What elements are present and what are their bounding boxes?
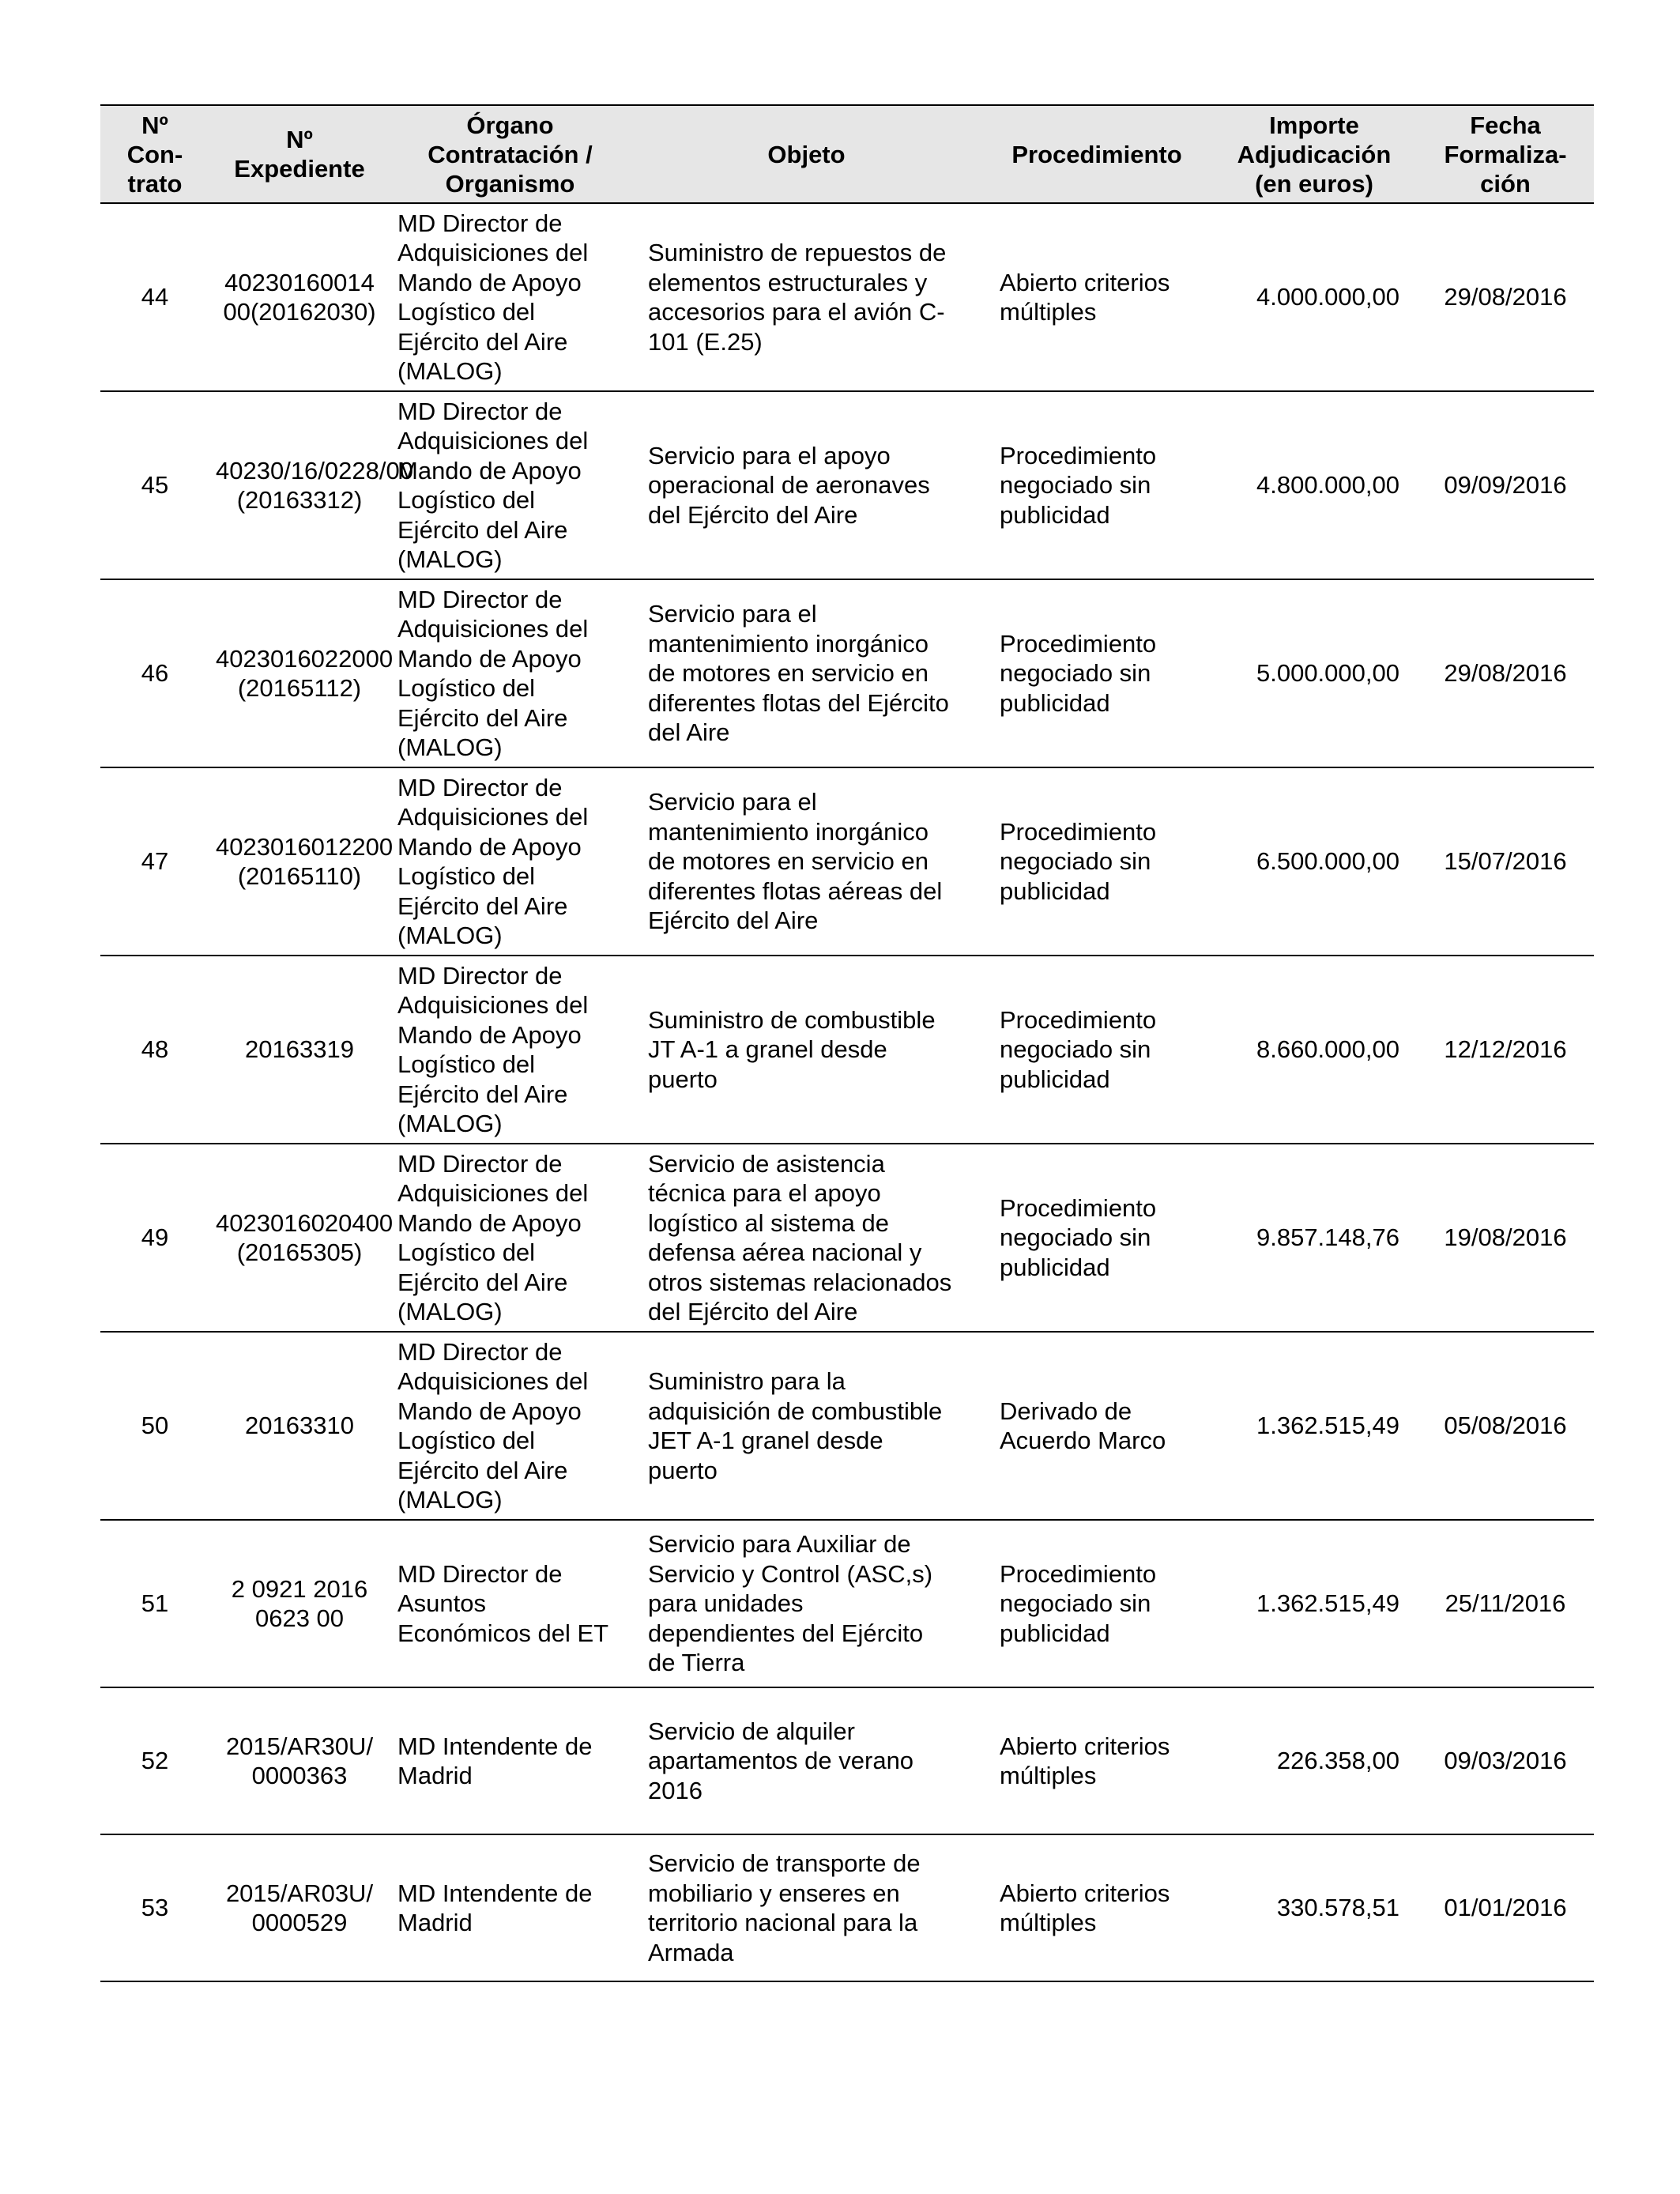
table-row [100,1332,1594,1520]
cell-contract-number: 45 [141,471,169,499]
cell-importe: 4.800.000,00 [1256,471,1399,499]
header-row [100,105,1594,203]
cell-importe: 5.000.000,00 [1256,659,1399,688]
cell-expediente: 2 0921 2016 0623 00 [231,1574,368,1632]
cell-importe: 9.857.148,76 [1256,1223,1399,1252]
table-row [100,1144,1594,1332]
cell-contract-number: 51 [141,1589,169,1618]
table-row [100,391,1594,579]
cell-organo: MD Director de Adquisiciones del Mando de Apoyo Logístico del Ejército del Aire (MALOG) [397,773,589,949]
cell-procedimiento: Procedimiento negociado sin publicidad [1000,441,1157,529]
cell-organo: MD Director de Adquisiciones del Mando de Apoyo Logístico del Ejército del Aire (MALOG) [397,1149,589,1325]
cell-importe: 1.362.515,49 [1256,1589,1399,1618]
cell-objeto: Suministro de repuestos de elementos estructurales y accesorios para el avión C- 101 (E.25) [648,239,947,356]
cell-procedimiento: Abierto criterios múltiples [1000,1879,1170,1936]
cell-objeto: Servicio de asistencia técnica para el apoyo logístico al sistema de defensa aérea nacional y otros sistemas relacionados del Ejército del Aire [648,1149,952,1325]
table-body [100,203,1594,1981]
cell-expediente: 2015/AR03U/ 0000529 [225,1879,374,1936]
cell-objeto: Suministro para la adquisición de combustible JET A-1 granel desde puerto [648,1367,943,1484]
cell-organo: MD Director de Adquisiciones del Mando de Apoyo Logístico del Ejército del Aire (MALOG) [397,209,589,385]
cell-importe: 8.660.000,00 [1256,1035,1399,1064]
table-row [100,767,1594,956]
header-importe: Importe Adjudicación (en euros) [1211,105,1417,203]
cell-contract-number: 49 [141,1223,169,1252]
cell-objeto: Suministro de combustible JT A-1 a granel desde puerto [648,1005,936,1093]
cell-importe: 1.362.515,49 [1256,1412,1399,1440]
cell-expediente: 4023016020400 (20165305) [216,1208,394,1266]
cell-fecha: 09/09/2016 [1444,471,1567,499]
cell-objeto: Servicio para el mantenimiento inorgánico de motores en servicio en diferentes flotas aéreas del Ejército del Aire [648,788,943,935]
cell-contract-number: 48 [141,1035,169,1064]
cell-expediente: 4023016022000 (20165112) [216,644,394,702]
cell-procedimiento: Abierto criterios múltiples [1000,1732,1170,1789]
cell-organo: MD Intendente de Madrid [397,1879,593,1936]
cell-expediente: 40230160014 00(20162030) [223,268,376,326]
table-row [100,1834,1594,1981]
cell-procedimiento: Procedimiento negociado sin publicidad [1000,1005,1157,1093]
cell-expediente: 20163310 [245,1412,354,1440]
cell-expediente: 20163319 [245,1035,354,1064]
cell-fecha: 05/08/2016 [1444,1412,1567,1440]
header-fecha: Fecha Formaliza- ción [1417,105,1594,203]
cell-fecha: 15/07/2016 [1444,847,1567,876]
table-header [100,105,1594,203]
cell-objeto: Servicio de transporte de mobiliario y enseres en territorio nacional para la Armada [648,1849,921,1966]
cell-organo: MD Director de Adquisiciones del Mando de Apoyo Logístico del Ejército del Aire (MALOG) [397,1337,589,1514]
cell-fecha: 01/01/2016 [1444,1894,1567,1922]
contracts-table [100,104,1594,1982]
cell-expediente: 40230/16/0228/00 (20163312) [216,456,413,514]
cell-importe: 226.358,00 [1276,1747,1399,1775]
cell-procedimiento: Derivado de Acuerdo Marco [1000,1397,1166,1454]
cell-contract-number: 46 [141,659,169,688]
cell-importe: 6.500.000,00 [1256,847,1399,876]
cell-fecha: 25/11/2016 [1445,1589,1566,1618]
cell-organo: MD Intendente de Madrid [397,1732,593,1789]
table-row [100,1687,1594,1834]
contracts-table-container [100,104,1594,1982]
cell-procedimiento: Procedimiento negociado sin publicidad [1000,1559,1157,1647]
cell-procedimiento: Procedimiento negociado sin publicidad [1000,1193,1157,1281]
cell-contract-number: 52 [141,1747,169,1775]
header-procedimiento: Procedimiento [982,105,1211,203]
cell-organo: MD Director de Asuntos Económicos del ET [397,1559,609,1647]
cell-contract-number: 47 [141,847,169,876]
cell-fecha: 12/12/2016 [1444,1035,1567,1064]
table-row [100,956,1594,1144]
cell-objeto: Servicio de alquiler apartamentos de verano 2016 [648,1717,914,1804]
cell-expediente: 2015/AR30U/ 0000363 [225,1732,374,1789]
cell-fecha: 09/03/2016 [1444,1747,1567,1775]
header-organo: Órgano Contratación / Organismo [390,105,631,203]
cell-objeto: Servicio para el apoyo operacional de aeronaves del Ejército del Aire [648,441,930,529]
cell-contract-number: 53 [141,1894,169,1922]
cell-importe: 330.578,51 [1276,1894,1399,1922]
table-row [100,203,1594,391]
cell-organo: MD Director de Adquisiciones del Mando de Apoyo Logístico del Ejército del Aire (MALOG) [397,585,589,761]
cell-procedimiento: Abierto criterios múltiples [1000,268,1170,326]
cell-expediente: 4023016012200 (20165110) [216,832,394,890]
cell-fecha: 29/08/2016 [1444,283,1567,311]
cell-organo: MD Director de Adquisiciones del Mando de Apoyo Logístico del Ejército del Aire (MALOG) [397,961,589,1137]
header-expediente: Nº Expediente [209,105,390,203]
header-objeto: Objeto [631,105,982,203]
table-row [100,1520,1594,1687]
cell-importe: 4.000.000,00 [1256,283,1399,311]
table-row [100,579,1594,767]
cell-contract-number: 50 [141,1412,169,1440]
header-contract-number: Nº Con- trato [100,105,209,203]
cell-procedimiento: Procedimiento negociado sin publicidad [1000,629,1157,717]
cell-objeto: Servicio para Auxiliar de Servicio y Control (ASC,s) para unidades dependientes del Ejército de Tierra [648,1530,933,1677]
cell-fecha: 29/08/2016 [1444,659,1567,688]
cell-fecha: 19/08/2016 [1444,1223,1567,1252]
cell-contract-number: 44 [141,283,169,311]
cell-organo: MD Director de Adquisiciones del Mando de Apoyo Logístico del Ejército del Aire (MALOG) [397,397,589,573]
cell-procedimiento: Procedimiento negociado sin publicidad [1000,817,1157,905]
cell-objeto: Servicio para el mantenimiento inorgánico de motores en servicio en diferentes flotas del Ejército del Aire [648,600,949,747]
